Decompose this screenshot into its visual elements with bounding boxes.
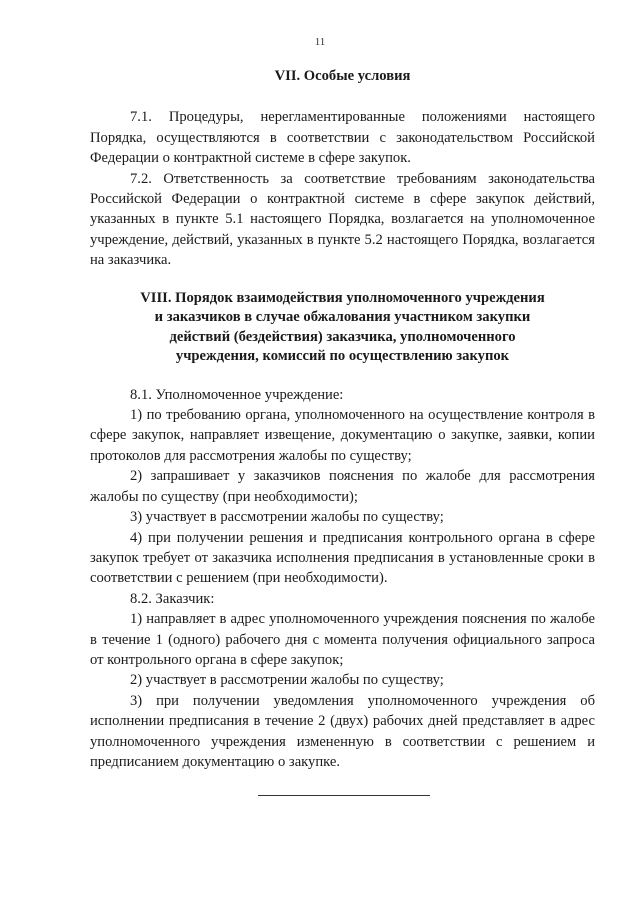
paragraph-7-1: 7.1. Процедуры, нерегламентированные положениями настоящего Порядка, осуществляются в соответствии с законодательством Российской Федерации о контрактной системе в сфере закупок.: [90, 109, 595, 167]
paragraph-8-1-item-3: 3) участвует в рассмотрении жалобы по существу;: [130, 509, 444, 526]
section-8-title-line: VIII. Порядок взаимодействия уполномоченного учреждения: [140, 289, 545, 306]
paragraph-8-2-item-1: 1) направляет в адрес уполномоченного учреждения пояснения по жалобе в течение 1 (одного) рабочего дня с момента получения официального запроса от контрольного органа в сфере закупок;: [90, 611, 595, 668]
paragraph-8-1-item-2: 2) запрашивает у заказчиков пояснения по жалобе для рассмотрения жалобы по существу (при необходимости);: [90, 468, 595, 505]
page-number: 11: [314, 36, 326, 48]
section-8-title-line: учреждения, комиссий по осуществлению закупок: [175, 348, 510, 365]
end-of-document-divider: [258, 795, 430, 796]
paragraph-7-2: 7.2. Ответственность за соответствие требованиям законодательства Российской Федерации о контрактной системе в сфере закупок действий, указанных в пункте 5.1 настоящего Порядка, возлагается на уполномоченное учреждение, действий, указанных в пункте 5.2 настоящего Порядка, возлагается на заказчика.: [90, 170, 595, 269]
paragraph-8-2-item-3: 3) при получении уведомления уполномоченного учреждения об исполнении предписания в течение 2 (двух) рабочих дней представляет в адрес уполномоченного учреждения измененную в соответствии с решением и предписанием документацию о закупке.: [90, 692, 595, 770]
paragraph-8-2-item-2: 2) участвует в рассмотрении жалобы по существу;: [130, 672, 444, 689]
document-body: [90, 66, 595, 772]
section-8-title-line: и заказчиков в случае обжалования участником закупки: [154, 309, 531, 326]
paragraph-8-2: 8.2. Заказчик:: [130, 590, 215, 607]
paragraph-8-1: 8.1. Уполномоченное учреждение:: [130, 386, 344, 403]
paragraph-8-1-item-1: 1) по требованию органа, уполномоченного на осуществление контроля в сфере закупок, направляет извещение, документацию о закупке, заявки, копии протоколов для рассмотрения жалобы по существу;: [90, 407, 595, 464]
section-8-title: [90, 289, 595, 367]
section-7-title: VII. Особые условия: [274, 68, 411, 84]
section-8-title-line: действий (бездействия) заказчика, уполномоченного: [169, 328, 516, 345]
paragraph-8-1-item-4: 4) при получении решения и предписания контрольного органа в сфере закупок требует от заказчика исполнения предписания в установленные сроки в соответствии с решением (при необходимости).: [90, 529, 595, 587]
